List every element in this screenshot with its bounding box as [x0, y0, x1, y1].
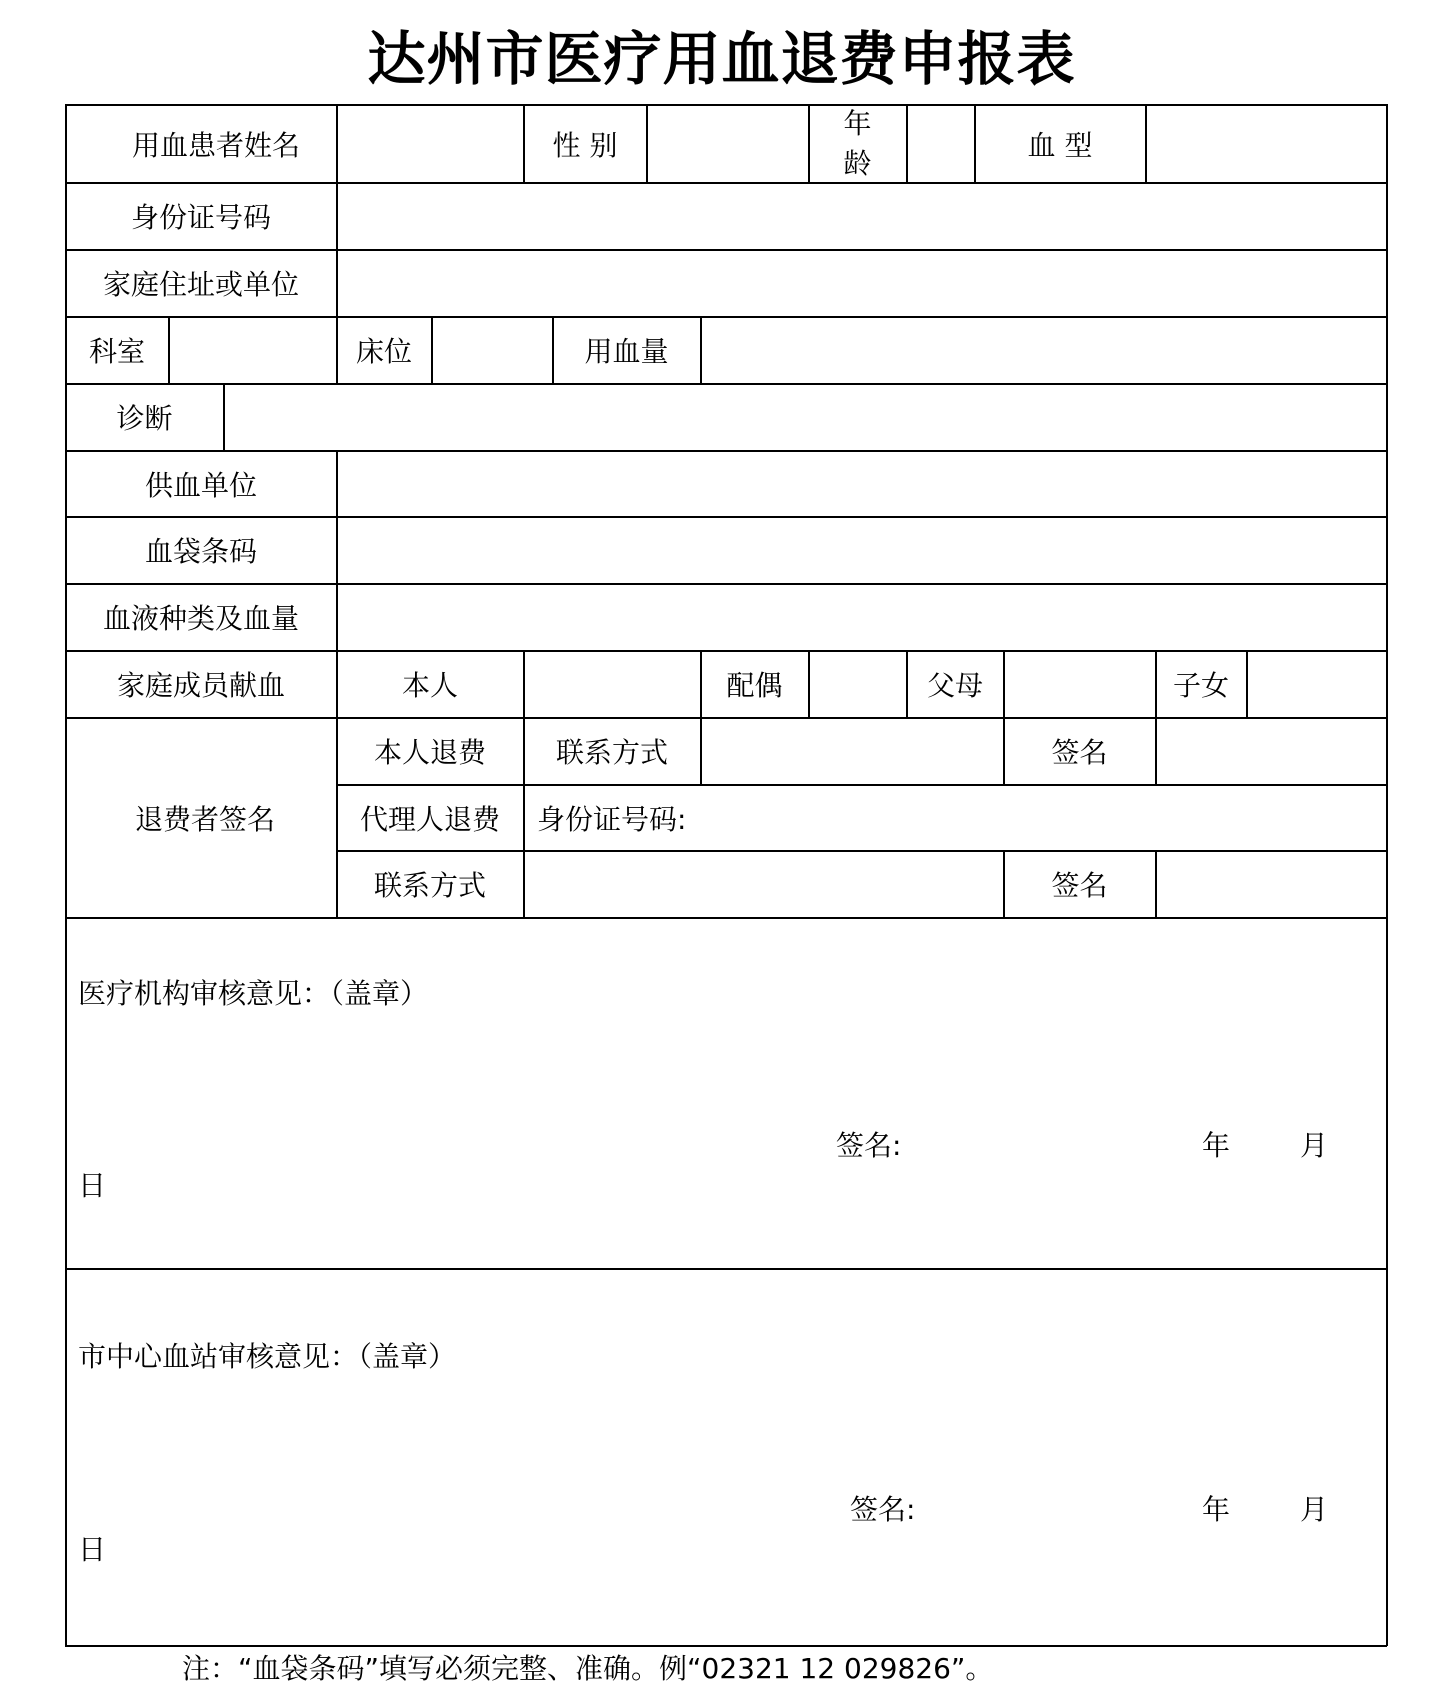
bed-label: 床位 [355, 335, 412, 368]
patient-name-label: 用血患者姓名 [131, 128, 300, 162]
blood-bag-barcode-label: 血袋条码 [144, 535, 257, 568]
family-donation-label: 家庭成员献血 [116, 669, 285, 702]
patient-name-field[interactable] [338, 106, 522, 181]
center-review-sign-label: 签名: [850, 1493, 916, 1526]
blood-volume-label: 用血量 [584, 335, 669, 368]
blood-supplier-field[interactable] [338, 452, 1385, 515]
contact-label-2: 联系方式 [373, 869, 486, 902]
address-label: 家庭住址或单位 [102, 268, 299, 301]
row-divider [65, 1268, 1387, 1270]
medical-review-month: 月 [1300, 1129, 1329, 1162]
medical-review-sign-label: 签名: [836, 1129, 902, 1162]
form-title: 达州市医疗用血退费申报表 [367, 25, 1076, 93]
gender-label: 性 别 [552, 128, 618, 162]
sign-label-1: 签名 [1051, 736, 1108, 769]
medical-review-year: 年 [1202, 1129, 1231, 1162]
id-number-field[interactable] [338, 184, 1385, 248]
agent-contact-field[interactable] [525, 852, 1002, 916]
blood-kind-volume-field[interactable] [338, 585, 1385, 649]
row-divider [65, 917, 1387, 919]
age-label-top: 年 [843, 107, 872, 140]
age-field[interactable] [908, 106, 973, 181]
blood-bag-barcode-field[interactable] [338, 518, 1385, 582]
children-donation-field[interactable] [1248, 652, 1385, 716]
bed-field[interactable] [433, 318, 551, 382]
table-right-border [1386, 104, 1388, 1646]
center-review-month: 月 [1300, 1493, 1329, 1526]
blood-supplier-label: 供血单位 [144, 468, 257, 502]
diagnosis-label: 诊断 [116, 402, 173, 435]
medical-review-day: 日 [78, 1169, 107, 1202]
age-label [809, 104, 906, 184]
parents-label: 父母 [926, 669, 983, 702]
refund-signer-label: 退费者签名 [134, 802, 275, 836]
self-contact-field[interactable] [702, 719, 1002, 783]
blood-type-label: 血 型 [1027, 128, 1093, 162]
self-signature-field[interactable] [1157, 719, 1385, 783]
children-label: 子女 [1172, 669, 1229, 702]
agent-refund-label: 代理人退费 [359, 802, 500, 836]
department-label: 科室 [88, 335, 145, 368]
table-bottom-border [65, 1645, 1387, 1647]
footnote: 注：“血袋条码”填写必须完整、准确。例“02321 12 029826”。 [182, 1652, 994, 1685]
blood-type-field[interactable] [1147, 106, 1385, 181]
gender-field[interactable] [648, 106, 807, 181]
agent-signature-field[interactable] [1157, 852, 1385, 916]
parents-donation-field[interactable] [1005, 652, 1154, 716]
department-field[interactable] [170, 318, 335, 382]
self-refund-label: 本人退费 [373, 736, 486, 769]
agent-id-label: 身份证号码: [537, 802, 687, 836]
spouse-donation-field[interactable] [810, 652, 905, 716]
agent-id-field[interactable] [740, 786, 1385, 849]
id-number-label: 身份证号码 [130, 201, 271, 234]
age-label-bottom: 龄 [843, 147, 872, 180]
center-review-day: 日 [78, 1533, 107, 1566]
self-label: 本人 [401, 669, 458, 702]
spouse-label: 配偶 [726, 669, 783, 702]
medical-review-label: 医疗机构审核意见：（盖章） [78, 977, 429, 1010]
blood-volume-field[interactable] [702, 318, 1385, 382]
contact-label-1: 联系方式 [555, 736, 668, 769]
diagnosis-field[interactable] [225, 385, 1385, 449]
center-review-field[interactable] [67, 1385, 1385, 1485]
sign-label-2: 签名 [1051, 869, 1108, 902]
self-donation-field[interactable] [525, 652, 699, 716]
medical-review-field[interactable] [67, 1020, 1385, 1120]
center-review-label: 市中心血站审核意见：（盖章） [78, 1340, 457, 1373]
blood-kind-volume-label: 血液种类及血量 [102, 602, 299, 635]
address-field[interactable] [338, 251, 1385, 315]
center-review-year: 年 [1202, 1493, 1231, 1526]
